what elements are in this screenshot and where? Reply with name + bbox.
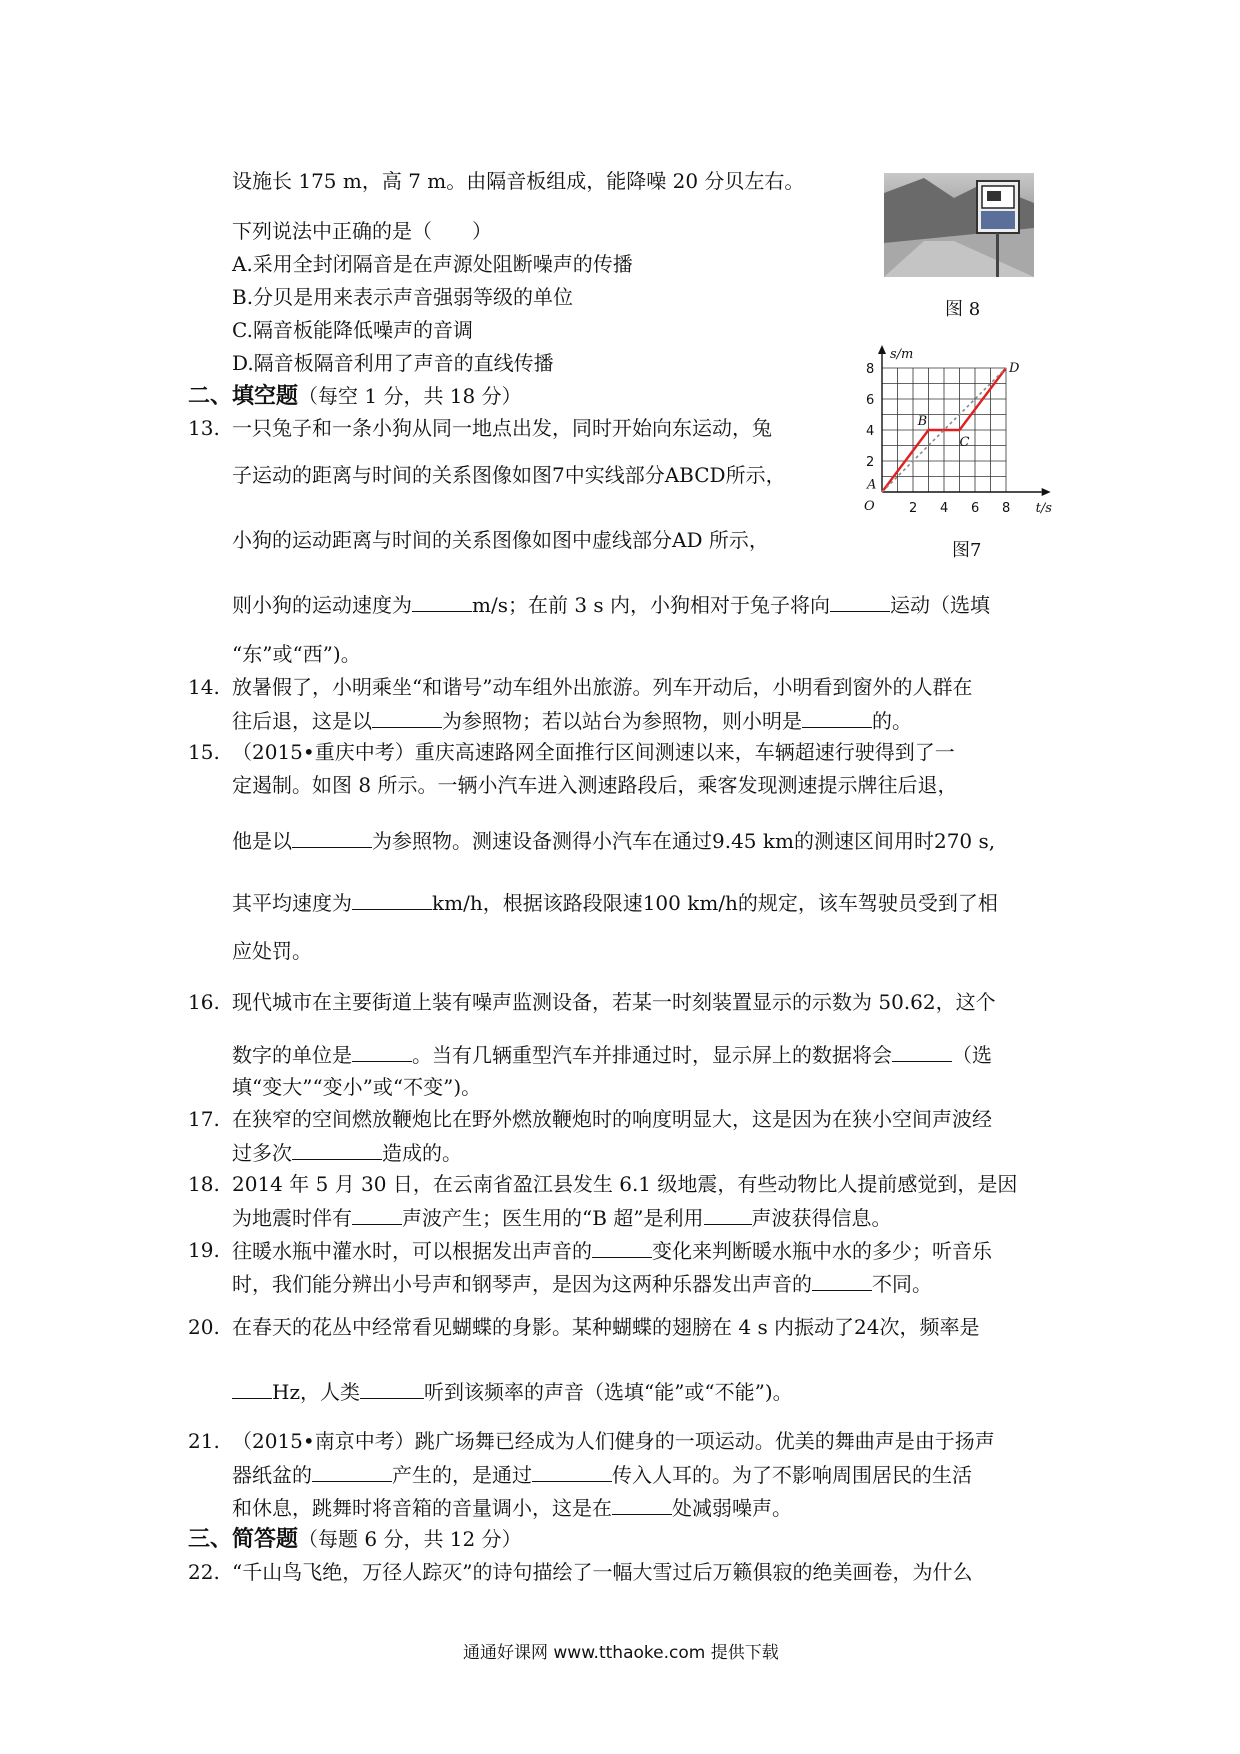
- q18-blank-2[interactable]: [704, 1204, 752, 1225]
- y-tick-label: 2: [866, 455, 875, 470]
- q14-line-2: 往后退，这是以 为参照物；若以站台为参照物，则小明是 的。: [232, 709, 912, 733]
- q13-blank-1[interactable]: [412, 591, 472, 612]
- figure-8-photo: [884, 173, 1034, 277]
- q19-blank-2[interactable]: [812, 1270, 872, 1291]
- q13-blank-2[interactable]: [830, 591, 890, 612]
- q15-number: 15.: [188, 740, 220, 764]
- q17-line-1: 在狭窄的空间燃放鞭炮比在野外燃放鞭炮时的响度明显大，这是因为在狭小空间声波经: [232, 1107, 992, 1131]
- point-label-c: C: [959, 435, 970, 450]
- q12-text-line: 设施长 175 m，高 7 m。由隔音板组成，能降噪 20 分贝左右。: [232, 169, 805, 193]
- q13-line-5: “东”或“西”)。: [232, 642, 361, 666]
- q12-option-c: C.隔音板能降低噪声的音调: [232, 318, 473, 342]
- q20-blank-1[interactable]: [232, 1378, 272, 1399]
- y-tick-label: 6: [866, 393, 875, 408]
- y-axis-arrow: [878, 345, 886, 354]
- x-tick-label: 2: [909, 501, 918, 516]
- figure-7-chart: [850, 340, 1060, 520]
- y-tick-label: 8: [866, 362, 875, 377]
- q21-line-3: 和休息，跳舞时将音箱的音量调小，这是在 处减弱噪声。: [232, 1496, 792, 1520]
- q16-line-3: 填“变大”“变小”或“不变”)。: [232, 1075, 482, 1099]
- q18-blank-1[interactable]: [352, 1204, 402, 1225]
- q15-blank-2[interactable]: [352, 889, 432, 910]
- q14-line-1: 放暑假了，小明乘坐“和谐号”动车组外出旅游。列车开动后，小明看到窗外的人群在: [232, 675, 973, 699]
- q17-blank-1[interactable]: [292, 1139, 382, 1160]
- x-axis-label: t/s: [1035, 501, 1052, 516]
- figure-8-caption: 图 8: [945, 299, 981, 320]
- q15-line-3: 他是以 为参照物。测速设备测得小汽车在通过9.45 km的测速区间用时270 s,: [232, 829, 996, 853]
- q13-line-2: 子运动的距离与时间的关系图像如图7中实线部分ABCD所示，: [232, 463, 786, 487]
- q16-number: 16.: [188, 990, 220, 1014]
- q15-line-5: 应处罚。: [232, 939, 312, 963]
- q12-option-a: A.采用全封闭隔音是在声源处阻断噪声的传播: [232, 252, 633, 276]
- q15-line-1: （2015•重庆中考）重庆高速路网全面推行区间测速以来，车辆超速行驶得到了一: [232, 740, 955, 764]
- q21-blank-2[interactable]: [532, 1461, 612, 1482]
- x-tick-label: 8: [1002, 501, 1011, 516]
- q17-number: 17.: [188, 1107, 220, 1131]
- q19-number: 19.: [188, 1238, 220, 1262]
- q21-line-2: 器纸盆的 产生的，是通过 传入人耳的。为了不影响周围居民的生活: [232, 1463, 972, 1487]
- q13-line-1: 一只兔子和一条小狗从同一地点出发，同时开始向东运动，兔: [232, 416, 772, 440]
- y-axis-label: s/m: [890, 347, 914, 363]
- q18-line-2: 为地震时伴有 声波产生；医生用的“B 超”是利用 声波获得信息。: [232, 1206, 892, 1230]
- q20-number: 20.: [188, 1315, 220, 1339]
- q15-line-2: 定遏制。如图 8 所示。一辆小汽车进入测速路段后，乘客发现测速提示牌往后退，: [232, 773, 958, 797]
- q20-line-1: 在春天的花丛中经常看见蝴蝶的身影。某种蝴蝶的翅膀在 4 s 内振动了24次，频率是: [232, 1315, 980, 1339]
- origin-label: O: [864, 499, 875, 514]
- q19-line-1: 往暖水瓶中灌水时，可以根据发出声音的 变化来判断暖水瓶中水的多少；听音乐: [232, 1239, 992, 1263]
- q21-blank-3[interactable]: [612, 1494, 672, 1515]
- q16-line-2: 数字的单位是 。当有几辆重型汽车并排通过时，显示屏上的数据将会 （选: [232, 1043, 992, 1067]
- section-2-title: 二、填空题（每空 1 分，共 18 分）: [188, 383, 522, 409]
- q12-option-b: B.分贝是用来表示声音强弱等级的单位: [232, 285, 574, 309]
- section-3-title: 三、简答题（每题 6 分，共 12 分）: [188, 1526, 522, 1552]
- point-label-a: A: [867, 477, 877, 493]
- q14-blank-1[interactable]: [372, 707, 442, 728]
- q22-number: 22.: [188, 1560, 220, 1584]
- q12-option-d: D.隔音板隔音利用了声音的直线传播: [232, 351, 554, 375]
- x-tick-label: 4: [940, 501, 949, 516]
- q18-line-1: 2014 年 5 月 30 日，在云南省盈江县发生 6.1 级地震，有些动物比人提前感觉到，是因: [232, 1172, 1018, 1196]
- q16-blank-1[interactable]: [352, 1041, 412, 1062]
- x-tick-label: 6: [971, 501, 980, 516]
- q17-line-2: 过多次 造成的。: [232, 1141, 462, 1165]
- q19-blank-1[interactable]: [592, 1237, 652, 1258]
- q13-number: 13.: [188, 416, 220, 440]
- q13-line-3: 小狗的运动距离与时间的关系图像如图中虚线部分AD 所示，: [232, 528, 769, 552]
- q20-line-2: Hz，人类 听到该频率的声音（选填“能”或“不能”)。: [232, 1378, 793, 1405]
- q20-blank-2[interactable]: [360, 1378, 424, 1399]
- q22-line-1: “千山鸟飞绝，万径人踪灭”的诗句描绘了一幅大雪过后万籁俱寂的绝美画卷，为什么: [232, 1560, 973, 1584]
- x-axis-arrow: [1042, 488, 1051, 496]
- road-scene: [884, 173, 1034, 277]
- q14-number: 14.: [188, 675, 220, 699]
- y-tick-label: 4: [866, 424, 875, 439]
- q14-blank-2[interactable]: [802, 707, 872, 728]
- q15-blank-1[interactable]: [292, 827, 372, 848]
- q13-line-4: 则小狗的运动速度为 m/s；在前 3 s 内，小狗相对于兔子将向 运动（选填: [232, 593, 991, 617]
- q16-blank-2[interactable]: [892, 1041, 952, 1062]
- q21-line-1: （2015•南京中考）跳广场舞已经成为人们健身的一项运动。优美的舞曲声是由于扬声: [232, 1429, 995, 1453]
- section-3-points: （每题 6 分，共 12 分）: [298, 1527, 522, 1551]
- q21-blank-1[interactable]: [312, 1461, 392, 1482]
- q18-number: 18.: [188, 1172, 220, 1196]
- q16-line-1: 现代城市在主要街道上装有噪声监测设备，若某一时刻装置显示的示数为 50.62，这个: [232, 990, 996, 1014]
- q21-number: 21.: [188, 1429, 220, 1453]
- q12-question: 下列说法中正确的是（ ）: [232, 219, 492, 243]
- section-2-points: （每空 1 分，共 18 分）: [298, 384, 522, 408]
- q15-line-4: 其平均速度为 km/h，根据该路段限速100 km/h的规定，该车驾驶员受到了相: [232, 891, 998, 915]
- point-label-d: D: [1009, 361, 1020, 376]
- figure-7-caption: 图7: [952, 540, 982, 561]
- q19-line-2: 时，我们能分辨出小号声和钢琴声，是因为这两种乐器发出声音的 不同。: [232, 1272, 932, 1296]
- point-label-b: B: [917, 414, 928, 429]
- page-footer: 通通好课网 www.tthaoke.com 提供下载: [463, 1643, 779, 1663]
